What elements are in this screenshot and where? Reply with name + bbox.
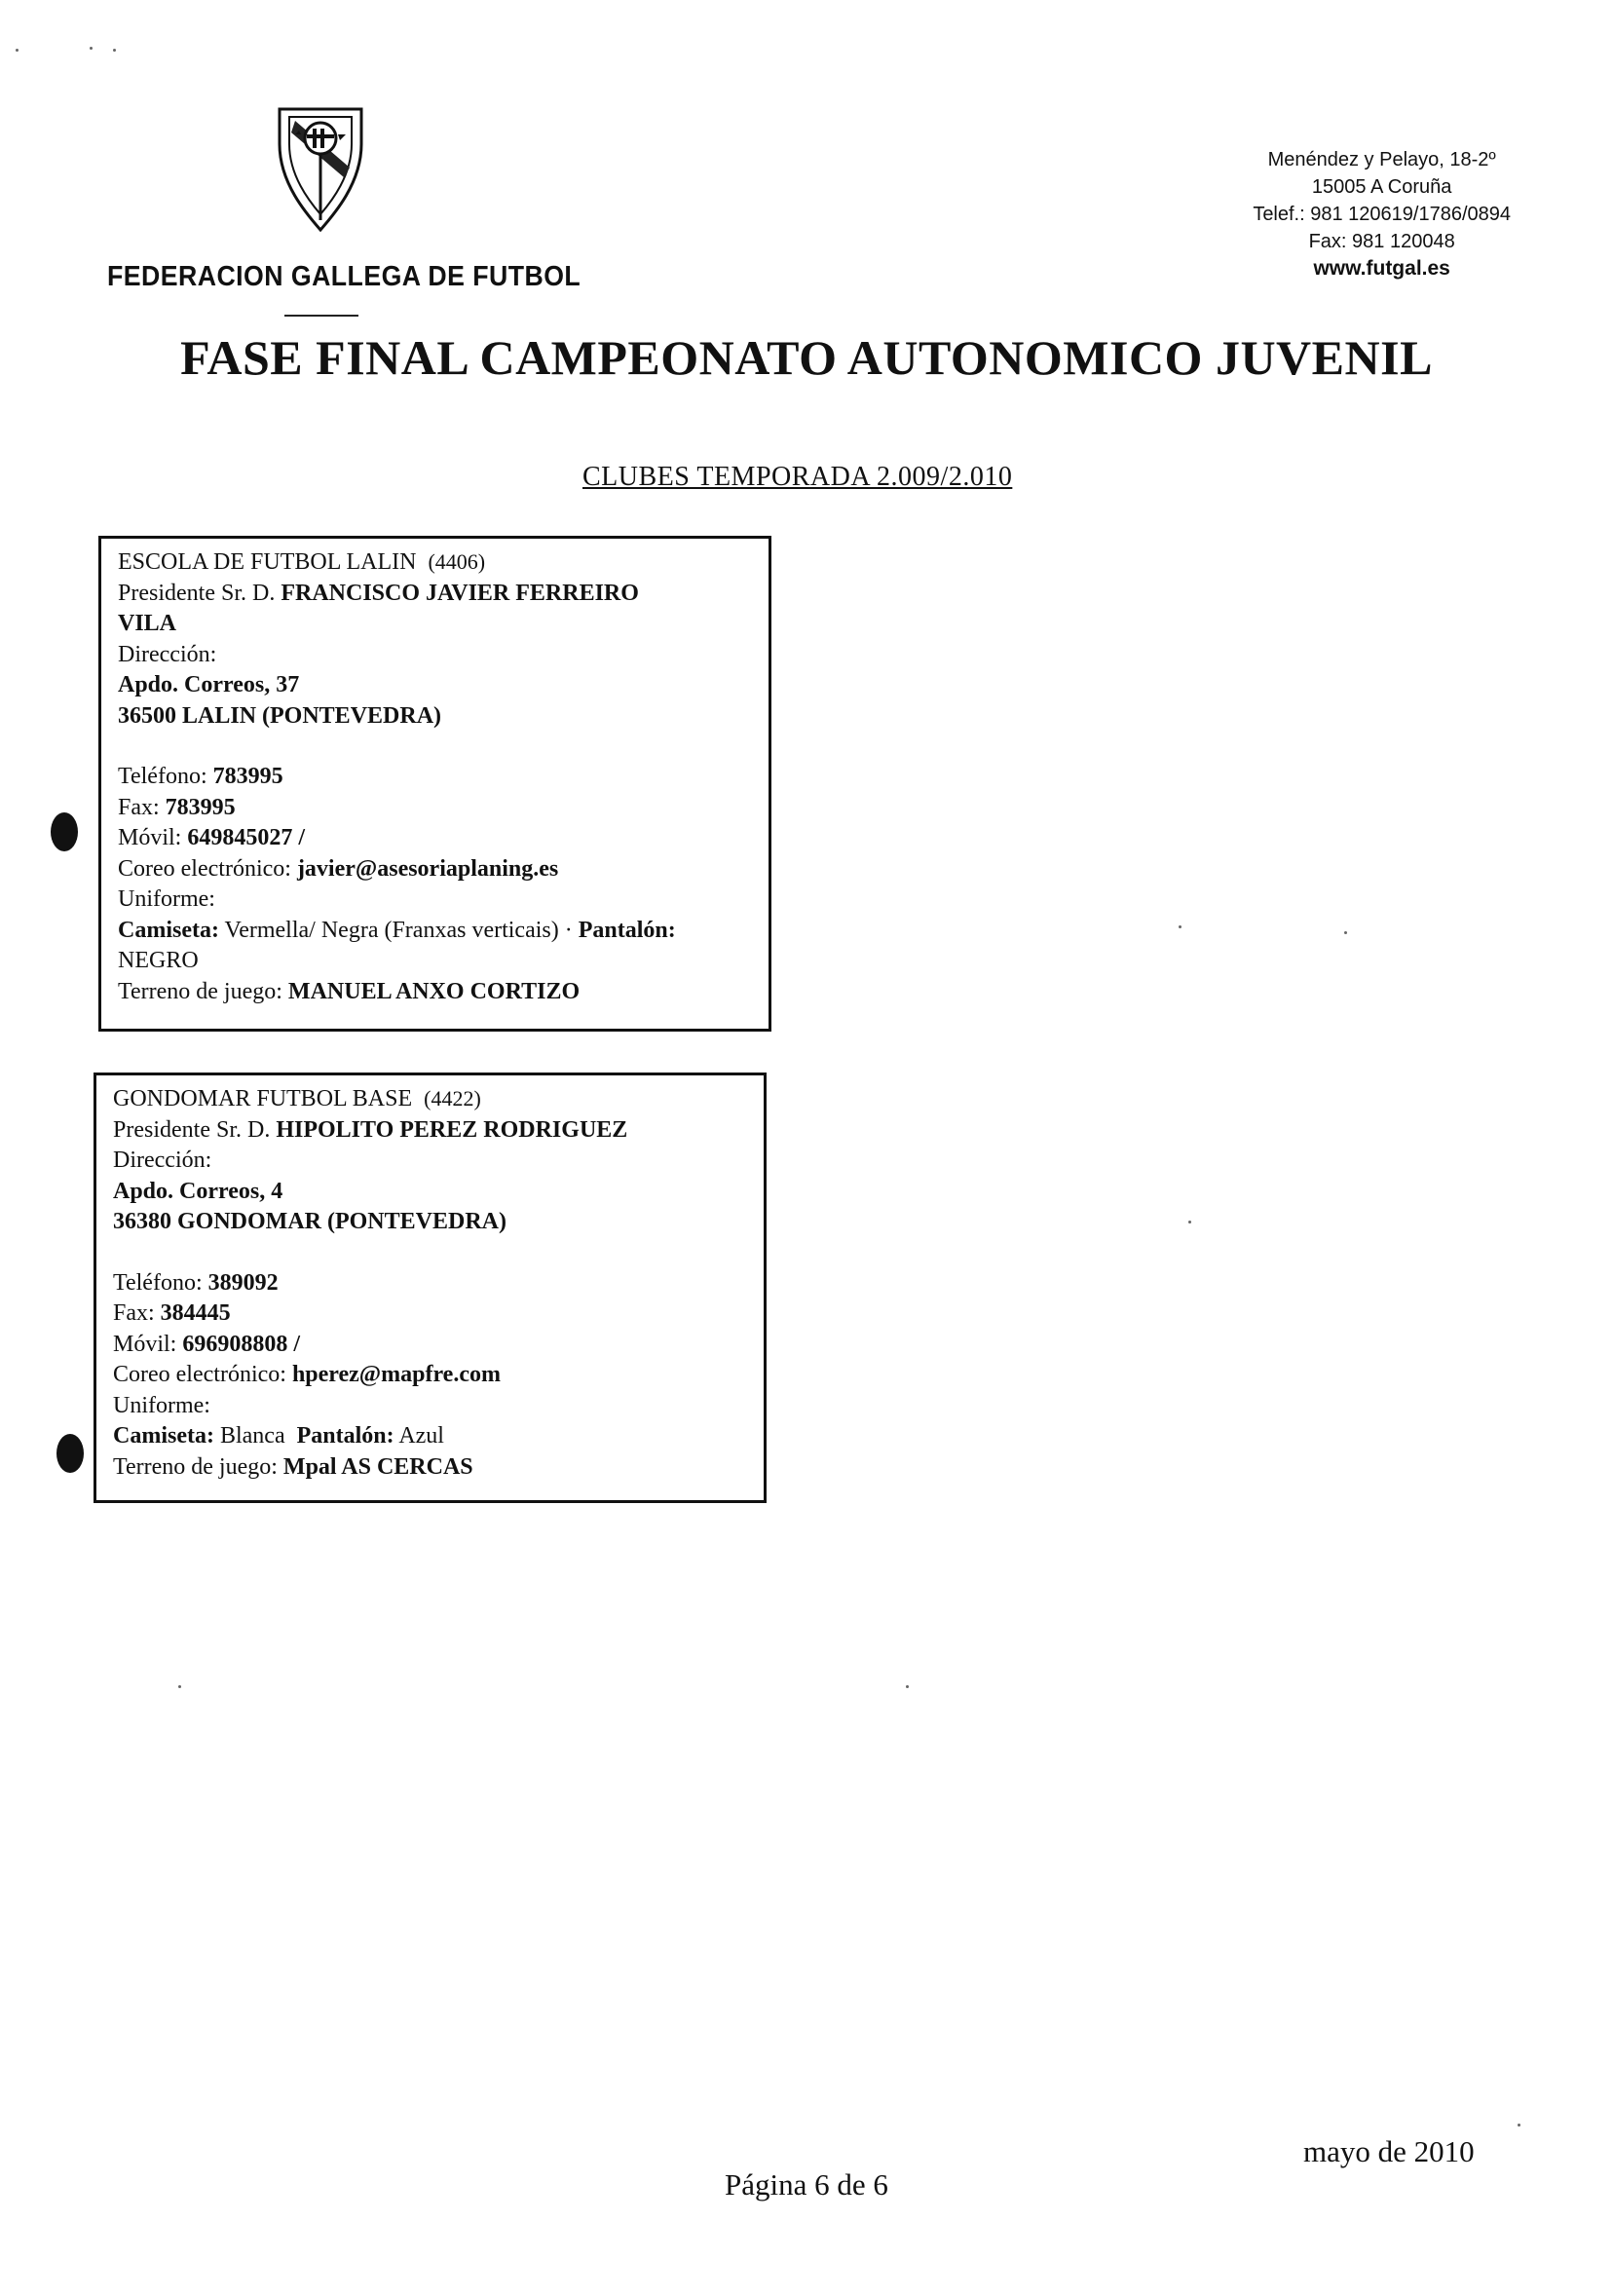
- scan-speck: [1518, 2124, 1520, 2127]
- scan-speck: [1179, 925, 1182, 928]
- email-line: [113, 1360, 750, 1391]
- uniform-label: Uniforme:: [118, 886, 215, 912]
- kit-line: [113, 1421, 750, 1452]
- field-value: MANUEL ANXO CORTIZO: [287, 978, 581, 1004]
- club-card: [98, 536, 771, 1032]
- shorts-value: Azul: [398, 1423, 444, 1449]
- page-number: Página 6 de 6: [725, 2167, 888, 2202]
- scan-speck: [906, 1685, 909, 1688]
- president-line: [118, 579, 755, 610]
- mobile-value: 649845027 /: [187, 825, 306, 850]
- shirt-value: Blanca: [219, 1423, 285, 1449]
- scan-speck: [16, 49, 19, 52]
- fax-value: 783995: [165, 794, 236, 820]
- club-name: ESCOLA DE FUTBOL LALIN: [118, 549, 417, 575]
- phone-value: 783995: [212, 764, 283, 789]
- document-title: FASE FINAL CAMPEONATO AUTONOMICO JUVENIL: [180, 330, 1433, 385]
- club-code: (4406): [428, 549, 486, 574]
- fax-line: [118, 793, 755, 824]
- field-label: Terreno de juego:: [118, 978, 282, 1004]
- field-label: Terreno de juego:: [113, 1453, 278, 1480]
- phone-line: [113, 1268, 750, 1299]
- uniform-label: Uniforme:: [113, 1392, 210, 1418]
- fax-label: Fax:: [118, 794, 160, 820]
- phone-line: [118, 762, 755, 793]
- field-value: Mpal AS CERCAS: [282, 1453, 473, 1480]
- email-link[interactable]: hperez@mapfre.com: [291, 1362, 501, 1387]
- address-phone: Telef.: 981 120619/1786/0894: [1253, 204, 1511, 225]
- federation-address: [1253, 146, 1511, 282]
- scan-speck: [113, 49, 116, 52]
- scan-speck: [1188, 1221, 1191, 1223]
- president-label: Presidente Sr. D.: [118, 580, 276, 606]
- federation-shield-logo: [276, 105, 365, 234]
- address-street: Menéndez y Pelayo, 18-2º: [1267, 149, 1496, 170]
- field-line: [118, 977, 755, 1008]
- mobile-line: [118, 823, 755, 854]
- address-line-2: 36500 LALIN (PONTEVEDRA): [118, 702, 442, 729]
- address-line-2: 36380 GONDOMAR (PONTEVEDRA): [113, 1209, 506, 1234]
- mobile-line: [113, 1330, 750, 1361]
- club-heading: [113, 1083, 750, 1115]
- address-city: 15005 A Coruña: [1311, 176, 1452, 198]
- binder-hole-mark: [56, 1434, 84, 1473]
- phone-label: Teléfono:: [118, 764, 207, 789]
- president-name-cont: VILA: [118, 611, 177, 636]
- address-line-1: Apdo. Correos, 37: [118, 672, 300, 697]
- shorts-label: Pantalón:: [296, 1423, 394, 1449]
- president-line: [113, 1115, 750, 1147]
- header-divider: [284, 315, 358, 317]
- address-fax: Fax: 981 120048: [1308, 231, 1455, 252]
- phone-value: 389092: [207, 1269, 279, 1296]
- email-label: Coreo electrónico:: [118, 855, 291, 882]
- club-name: GONDOMAR FUTBOL BASE: [113, 1086, 413, 1111]
- email-line: [118, 854, 755, 885]
- shirt-label: Camiseta:: [113, 1423, 214, 1449]
- binder-hole-mark: [51, 812, 78, 851]
- scan-speck: [90, 47, 93, 50]
- address-label: Dirección:: [118, 641, 217, 667]
- fax-value: 384445: [160, 1300, 231, 1326]
- mobile-label: Móvil:: [113, 1331, 177, 1357]
- president-name: HIPOLITO PEREZ RODRIGUEZ: [276, 1116, 628, 1143]
- president-name: FRANCISCO JAVIER FERREIRO: [281, 580, 639, 606]
- shorts-label: Pantalón:: [578, 917, 676, 943]
- club-heading: [118, 546, 755, 579]
- shorts-value: NEGRO: [118, 948, 199, 973]
- fax-label: Fax:: [113, 1300, 155, 1326]
- federation-name: FEDERACION GALLEGA DE FUTBOL: [107, 261, 581, 292]
- club-card: [94, 1073, 767, 1503]
- phone-label: Teléfono:: [113, 1269, 203, 1296]
- president-label: Presidente Sr. D.: [113, 1116, 271, 1143]
- shirt-label: Camiseta:: [118, 917, 219, 943]
- club-code: (4422): [424, 1086, 481, 1110]
- website-link[interactable]: www.futgal.es: [1313, 257, 1450, 280]
- scan-speck: [178, 1685, 181, 1688]
- email-link[interactable]: javier@asesoriaplaning.es: [296, 855, 559, 882]
- mobile-value: 696908808 /: [182, 1331, 301, 1357]
- field-line: [113, 1452, 750, 1484]
- fax-line: [113, 1299, 750, 1330]
- email-label: Coreo electrónico:: [113, 1362, 286, 1387]
- shirt-value: Vermella/ Negra (Franxas verticais): [224, 917, 559, 943]
- scan-speck: [1344, 931, 1347, 934]
- mobile-label: Móvil:: [118, 825, 182, 850]
- kit-line: Camiseta: Vermella/ Negra (Franxas verticais) · Pantalón:: [118, 917, 676, 943]
- footer-date: mayo de 2010: [1303, 2134, 1475, 2168]
- address-label: Dirección:: [113, 1148, 212, 1173]
- document-subtitle: CLUBES TEMPORADA 2.009/2.010: [582, 462, 1013, 492]
- address-line-1: Apdo. Correos, 4: [113, 1178, 283, 1204]
